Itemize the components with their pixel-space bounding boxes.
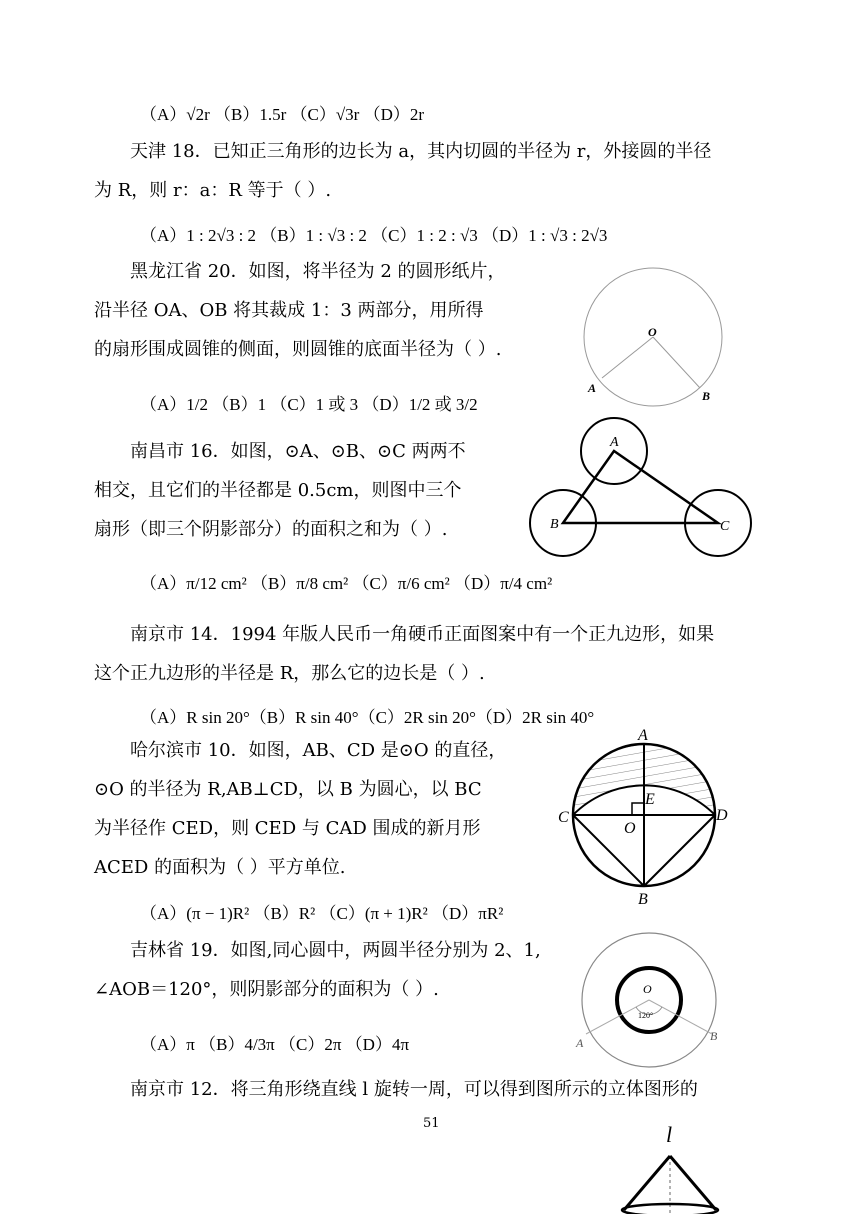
label-b: B bbox=[710, 1029, 718, 1043]
options-tianjin-18: （A）1 : 2√3 : 2 （B）1 : √3 : 2 （C）1 : 2 : √3 （D）1 : √3 : 2√3 bbox=[140, 226, 608, 245]
question-harbin-10-cont1: ⊙O 的半径为 R,AB⊥CD，以 B 为圆心，以 BC bbox=[94, 779, 482, 800]
question-heilongjiang-20-cont2: 的扇形围成圆锥的侧面，则圆锥的底面半径为（ ）. bbox=[94, 339, 502, 360]
label-b: B bbox=[550, 517, 559, 532]
question-tianjin-18: 天津 18．已知正三角形的边长为 a，其内切圆的半径为 r，外接圆的半径 bbox=[130, 141, 712, 162]
label-angle: 120° bbox=[638, 1011, 654, 1020]
question-jilin-19: 吉林省 19．如图,同心圆中，两圆半径分别为 2、1, bbox=[130, 940, 541, 961]
options-nanjing-14: （A）R sin 20°（B）R sin 40°（C）2R sin 20°（D）2R sin 40° bbox=[140, 708, 595, 727]
question-heilongjiang-20: 黑龙江省 20．如图，将半径为 2 的圆形纸片， bbox=[130, 261, 506, 282]
label-o: O bbox=[643, 982, 652, 996]
label-c: C bbox=[558, 809, 569, 826]
label-b: B bbox=[702, 389, 711, 403]
question-nanjing-14-cont: 这个正九边形的半径是 R，那么它的边长是（ ）. bbox=[94, 663, 485, 684]
label-o: O bbox=[624, 820, 636, 837]
label-c: C bbox=[720, 519, 730, 534]
question-jilin-19-cont: ∠AOB＝120°，则阴影部分的面积为（ ）. bbox=[94, 979, 439, 1000]
figure-triangle-circles bbox=[528, 418, 756, 566]
question-nanchang-16-cont2: 扇形（即三个阴影部分）的面积之和为（ ）. bbox=[94, 519, 448, 540]
label-a: A bbox=[588, 381, 597, 395]
figure-cone bbox=[610, 1120, 730, 1214]
label-l: l bbox=[666, 1122, 673, 1147]
question-nanchang-16-cont1: 相交，且它们的半径都是 0.5cm，则图中三个 bbox=[94, 480, 462, 501]
label-e: E bbox=[645, 791, 655, 808]
label-a: A bbox=[576, 1036, 584, 1050]
options-heilongjiang-20: （A）1/2 （B）1 （C）1 或 3 （D）1/2 或 3/2 bbox=[140, 395, 478, 414]
question-nanchang-16: 南昌市 16．如图，⊙A、⊙B、⊙C 两两不 bbox=[130, 441, 466, 462]
figure-circle-sector bbox=[580, 262, 730, 412]
options-jilin-19: （A）π （B）4/3π （C）2π （D）4π bbox=[140, 1035, 410, 1054]
label-d: D bbox=[716, 807, 728, 824]
options-nanchang-16: （A）π/12 cm² （B）π/8 cm² （C）π/6 cm² （D）π/4 cm² bbox=[140, 574, 553, 593]
question-nanjing-14: 南京市 14．1994 年版人民币一角硬币正面图案中有一个正九边形，如果 bbox=[130, 624, 715, 645]
label-b: B bbox=[638, 891, 648, 908]
question-nanjing-12: 南京市 12．将三角形绕直线 l 旋转一周，可以得到图所示的立体图形的 bbox=[130, 1079, 698, 1100]
label-o: O bbox=[648, 325, 657, 339]
label-a: A bbox=[638, 727, 648, 744]
label-a: A bbox=[610, 435, 619, 450]
question-harbin-10-cont3: ACED 的面积为（ ）平方单位. bbox=[94, 857, 346, 878]
options-q0: （A）√2r （B）1.5r （C）√3r （D）2r bbox=[140, 105, 425, 124]
figure-crescent bbox=[555, 727, 735, 907]
question-harbin-10: 哈尔滨市 10．如图，AB、CD 是⊙O 的直径， bbox=[130, 740, 507, 761]
question-tianjin-18-cont: 为 R，则 r：a：R 等于（ ）. bbox=[94, 180, 332, 201]
question-harbin-10-cont2: 为半径作 CED，则 CED 与 CAD 围成的新月形 bbox=[94, 818, 481, 839]
figure-concentric-circles bbox=[570, 932, 730, 1072]
options-harbin-10: （A）(π − 1)R² （B）R² （C）(π + 1)R² （D）πR² bbox=[140, 904, 504, 923]
question-heilongjiang-20-cont1: 沿半径 OA、OB 将其裁成 1：3 两部分，用所得 bbox=[94, 300, 484, 321]
page-number: 51 bbox=[423, 1116, 440, 1131]
